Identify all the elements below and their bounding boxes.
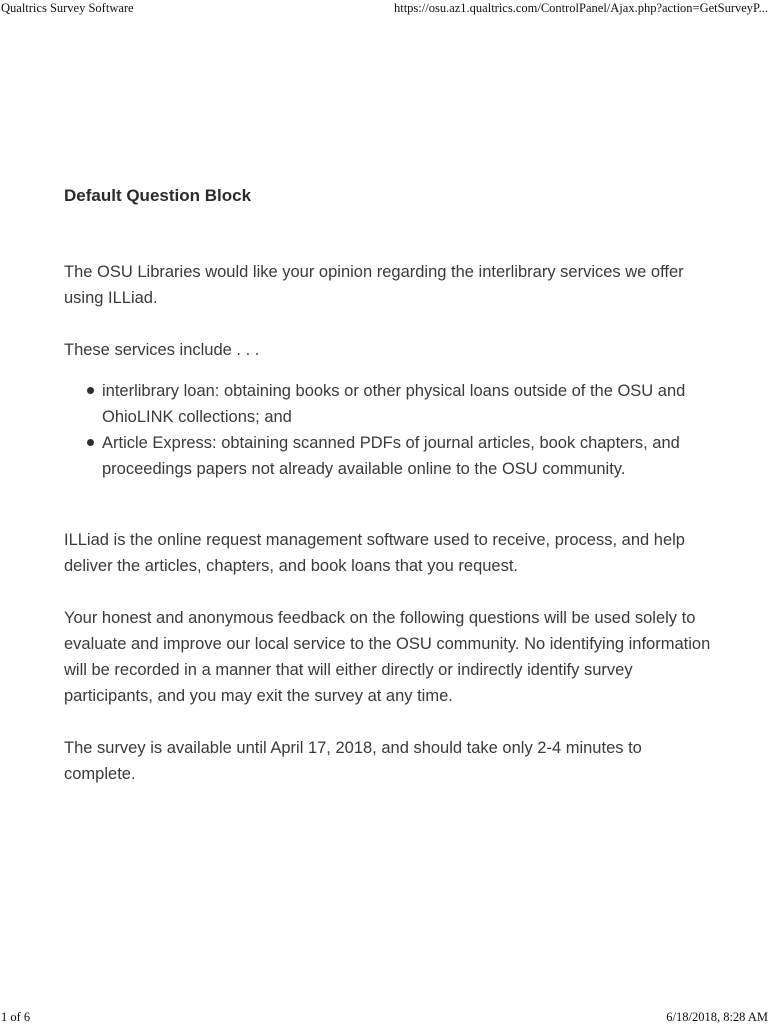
bullet-icon: [87, 439, 94, 446]
print-header-title: Qualtrics Survey Software: [1, 1, 134, 15]
list-item: [102, 378, 714, 430]
survey-content: [64, 183, 714, 787]
page-number: 1 of 6: [1, 1010, 31, 1024]
block-title: Default Question Block: [64, 186, 252, 205]
service-article-express: Article Express: obtaining scanned PDFs of journal articles, book chapters, and proceedings papers not already available online to the OSU community.: [102, 434, 680, 478]
bullet-icon: [87, 387, 94, 394]
print-header-url: https://osu.az1.qualtrics.com/ControlPanel/Ajax.php?action=GetSurveyP...: [393, 1, 768, 15]
services-list: [64, 378, 714, 482]
illiad-paragraph: ILLiad is the online request management software used to receive, process, and help deliver the articles, chapters, and book loans that you request.: [64, 531, 685, 575]
services-intro-paragraph: These services include . . .: [64, 341, 260, 359]
list-item: [102, 430, 714, 482]
feedback-paragraph: Your honest and anonymous feedback on the following questions will be used solely to evaluate and improve our local service to the OSU community. No identifying information will be recorded in a manner that will either directly or indirectly identify survey participants, and you may exit the survey at any time.: [64, 609, 711, 705]
intro-paragraph: The OSU Libraries would like your opinion regarding the interlibrary services we offer using ILLiad.: [64, 263, 684, 307]
availability-paragraph: The survey is available until April 17, 2018, and should take only 2-4 minutes to complete.: [64, 739, 642, 783]
service-interlibrary-loan: interlibrary loan: obtaining books or other physical loans outside of the OSU and OhioLINK collections; and: [102, 382, 686, 426]
print-timestamp: 6/18/2018, 8:28 AM: [666, 1010, 768, 1024]
